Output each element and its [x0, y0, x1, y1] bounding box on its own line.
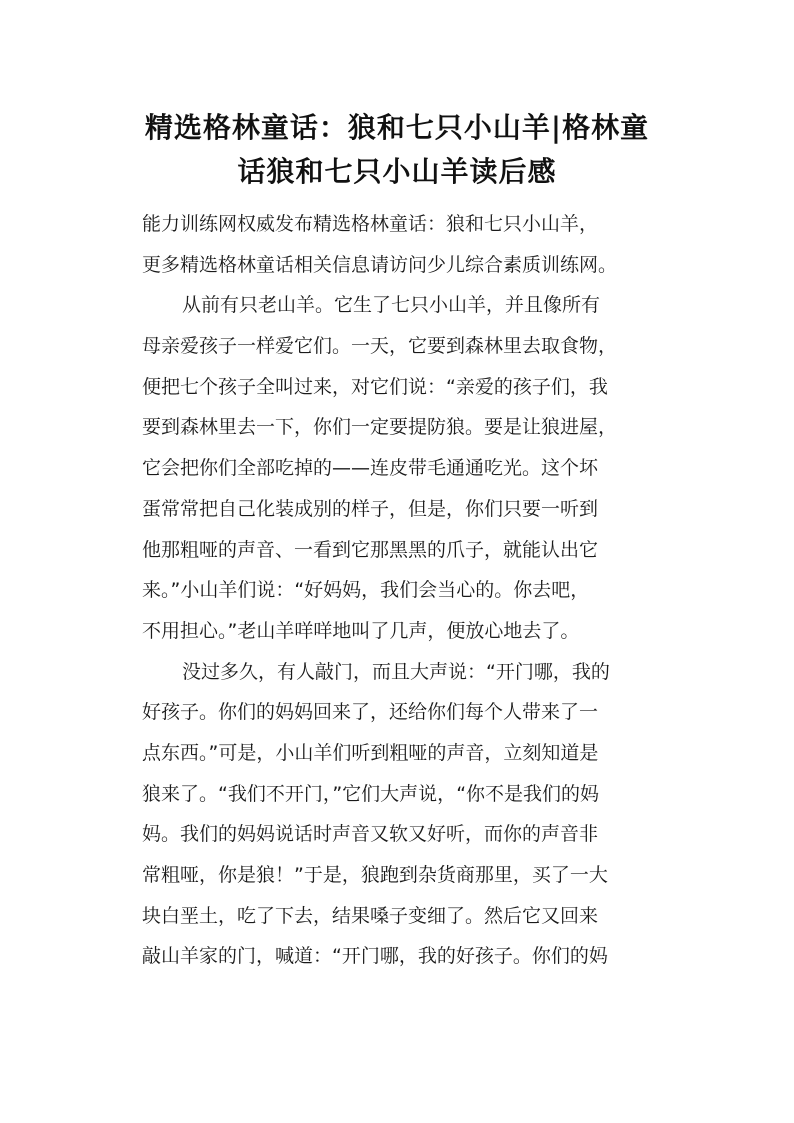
text-line: 来。”小山羊们说：“好妈妈，我们会当心的。你去吧，	[142, 579, 590, 602]
text-line: 能力训练网权威发布精选格林童话：狼和七只小山羊，	[142, 213, 599, 235]
text-line: 便把七个孩子全叫过来，对它们说：“亲爱的孩子们，我	[142, 375, 608, 398]
text-line: 它会把你们全部吃掉的——连皮带毛通通吃光。这个坏	[142, 457, 599, 480]
text-line: 妈。我们的妈妈说话时声音又软又好听，而你的声音非	[142, 823, 599, 846]
text-line: 蛋常常把自己化装成别的样子，但是，你们只要一听到	[142, 497, 599, 520]
text-line: 更多精选格林童话相关信息请访问少儿综合素质训练网。	[142, 253, 618, 276]
text-line: 狼来了。“我们不开门，”它们大声说，“你不是我们的妈	[142, 782, 600, 805]
text-line: 块白垩土，吃了下去，结果嗓子变细了。然后它又回来	[142, 904, 599, 927]
document-title	[100, 106, 694, 194]
document-body	[142, 204, 664, 977]
title-line-1: 精选格林童话：狼和七只小山羊|格林童	[144, 111, 650, 144]
paragraph-story-1	[142, 285, 664, 651]
text-line: 点东西。”可是，小山羊们听到粗哑的声音，立刻知道是	[142, 741, 599, 764]
text-line: 从前有只老山羊。它生了七只小山羊，并且像所有	[182, 294, 601, 317]
title-line-2: 话狼和七只小山羊读后感	[237, 155, 557, 188]
text-line: 母亲爱孩子一样爱它们。一天，它要到森林里去取食物，	[142, 335, 618, 358]
text-line: 没过多久，有人敲门，而且大声说：“开门哪，我的	[182, 660, 610, 683]
text-line: 不用担心。”老山羊咩咩地叫了几声，便放心地去了。	[142, 619, 580, 642]
paragraph-intro	[142, 204, 664, 285]
text-line: 要到森林里去一下，你们一定要提防狼。要是让狼进屋，	[142, 416, 618, 439]
paragraph-story-2	[142, 652, 664, 978]
text-line: 他那粗哑的声音、一看到它那黑黑的爪子，就能认出它	[142, 538, 599, 561]
text-line: 敲山羊家的门，喊道：“开门哪，我的好孩子。你们的妈	[142, 945, 608, 968]
text-line: 常粗哑，你是狼！”于是，狼跑到杂货商那里，买了一大	[142, 864, 608, 886]
text-line: 好孩子。你们的妈妈回来了，还给你们每个人带来了一	[142, 701, 599, 724]
